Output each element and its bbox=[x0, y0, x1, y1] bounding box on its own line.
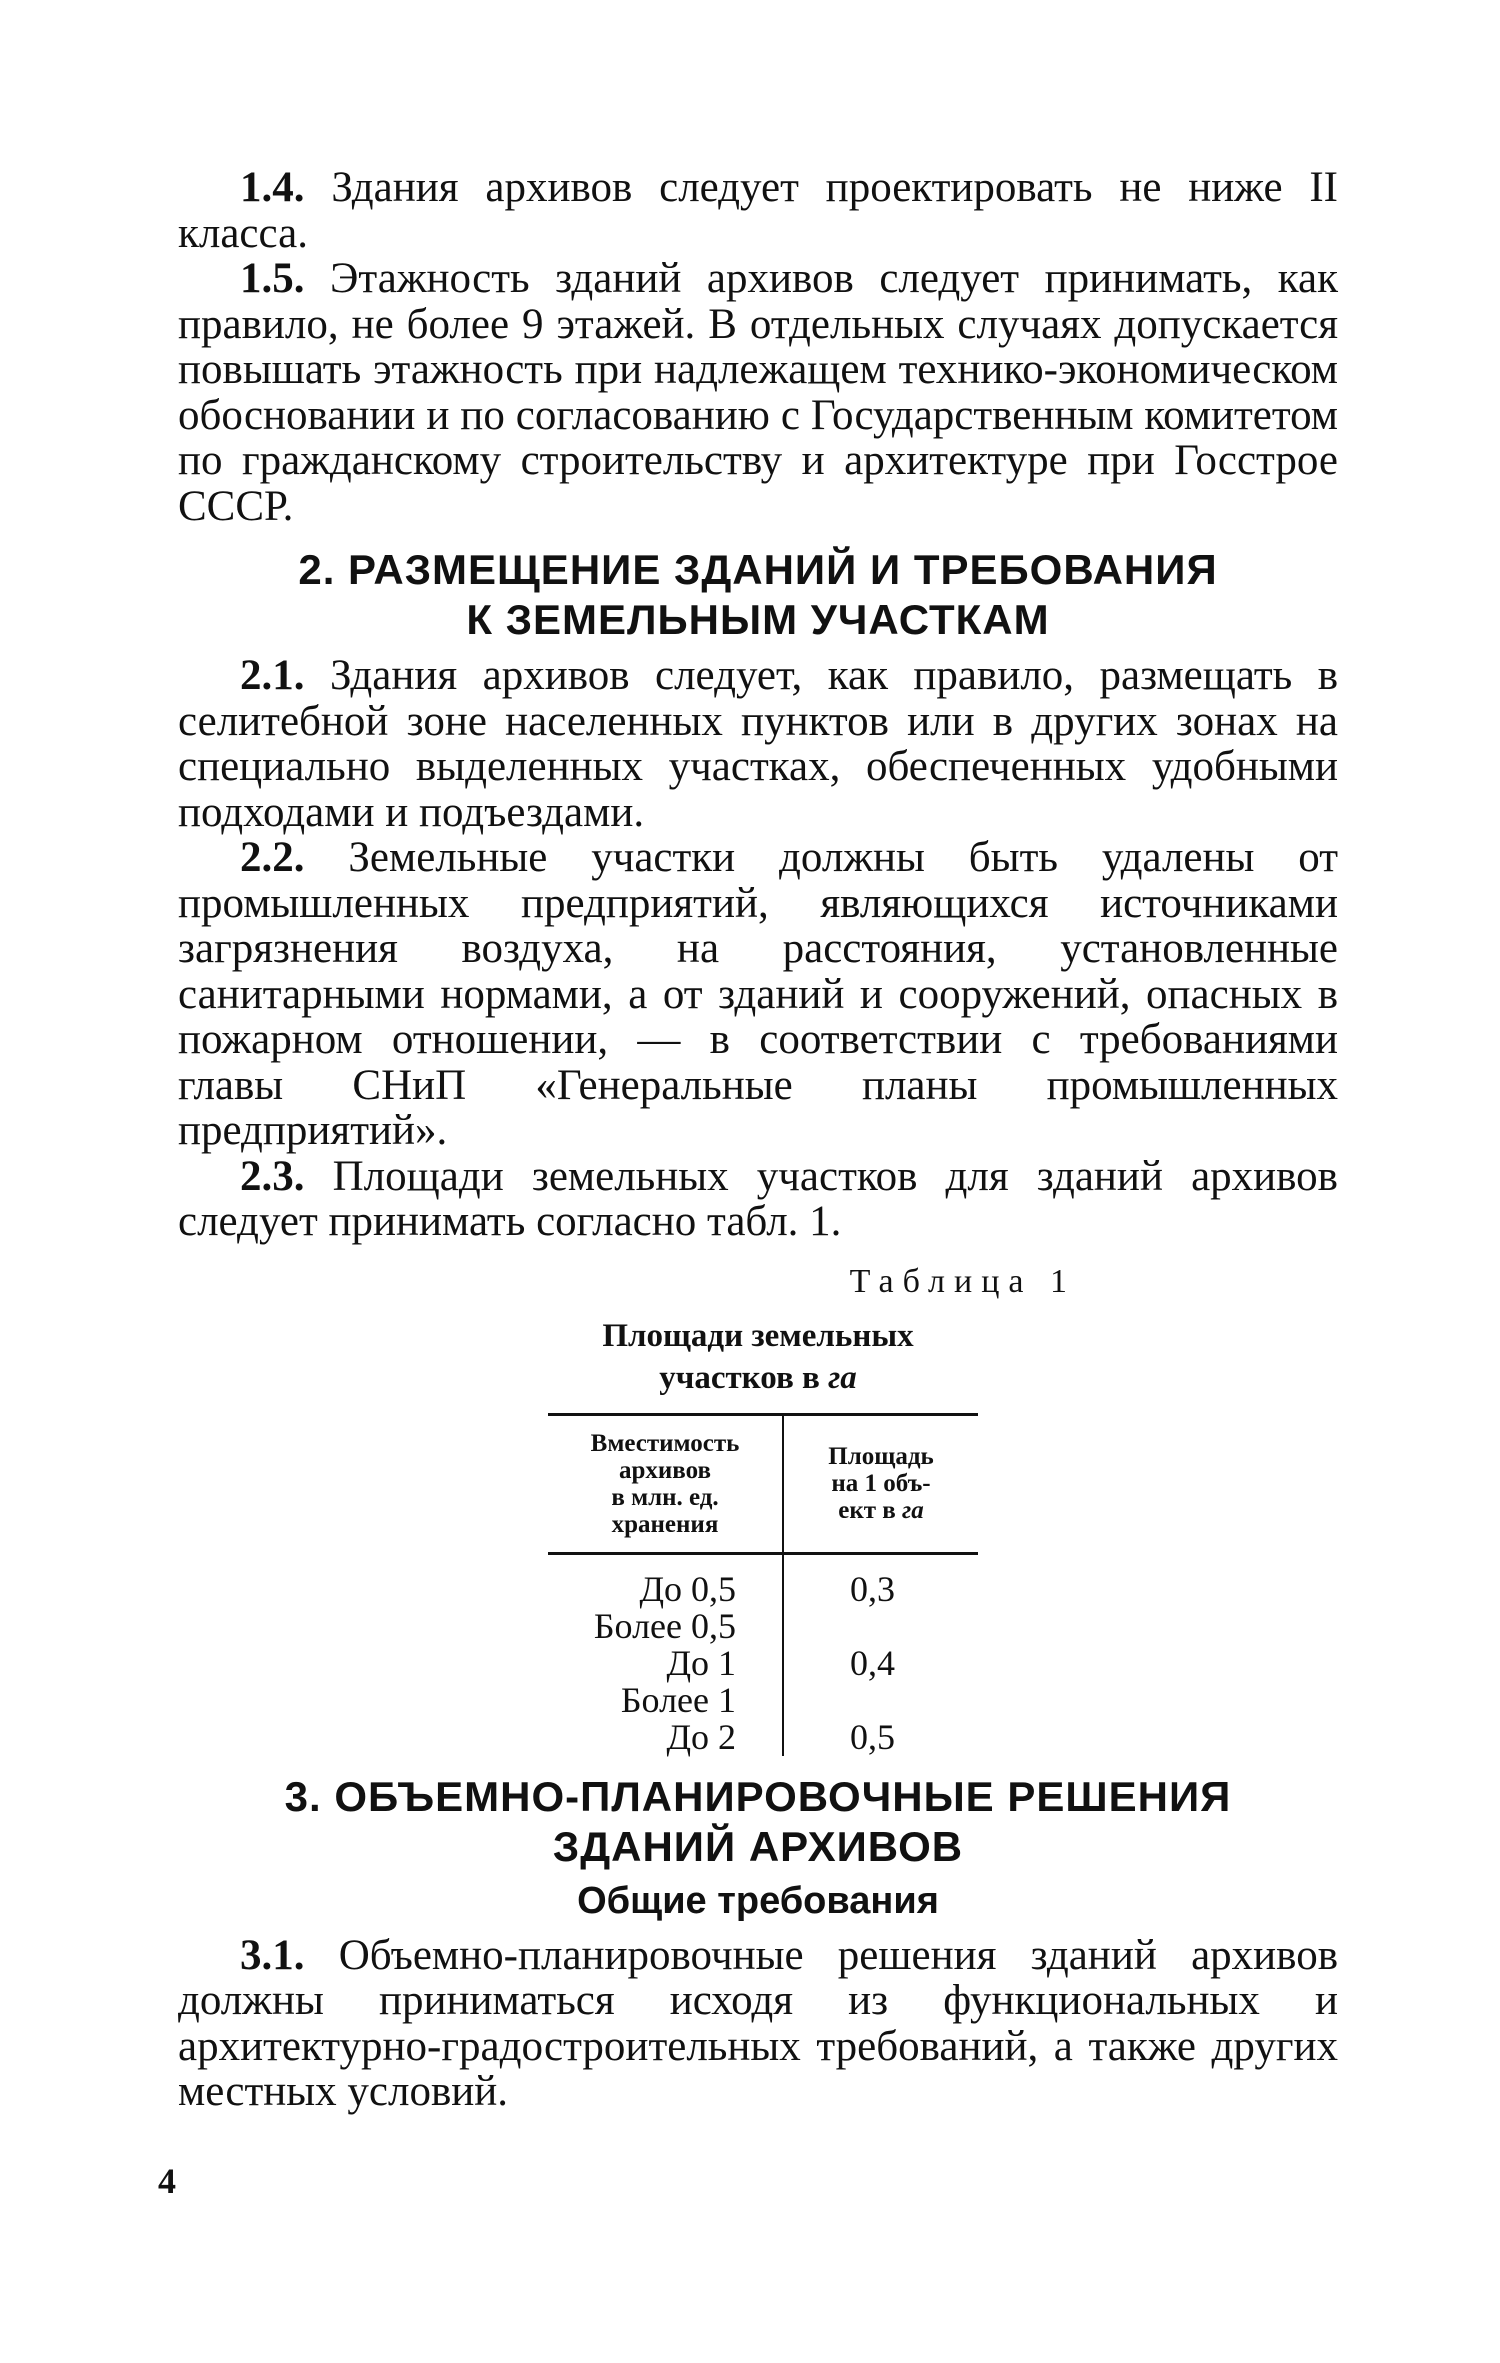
section-3-heading-line1: 3. ОБЪЕМНО-ПЛАНИРОВОЧНЫЕ РЕШЕНИЯ bbox=[284, 1772, 1232, 1820]
paragraph-text: Этажность зданий архивов следует принимать, как правило, не более 9 этажей. В отдельных случаях допускается повышать этажность при надлежащем технико-экономическом обосновании и по согласованию с Государственным комитетом по гражданскому строительству и архитектуре при Госстрое СССР. bbox=[178, 255, 1338, 530]
header-line: Площадь bbox=[828, 1443, 934, 1470]
area-column-header bbox=[783, 1414, 978, 1553]
paragraph-2-3 bbox=[178, 1154, 1338, 1245]
paragraph-number: 1.5. bbox=[240, 255, 305, 302]
table-title-prefix: участков в bbox=[659, 1359, 829, 1396]
paragraph-3-1 bbox=[178, 1933, 1338, 2115]
section-3-heading bbox=[178, 1772, 1338, 1872]
paragraph-text: Земельные участки должны быть удалены от промышленных предприятий, являющихся источниками загрязнения воздуха, на расстояния, установленные санитарными нормами, а от зданий и сооружений, опасных в пожарном отношении, — в соответствии с требованиями главы СНиП «Генеральные планы промышленных предприятий». bbox=[178, 834, 1338, 1154]
header-line: Вместимость bbox=[590, 1429, 740, 1457]
capacity-value: Более 0,5 bbox=[593, 1605, 736, 1646]
area-value: 0,5 bbox=[850, 1716, 895, 1757]
area-value bbox=[850, 1682, 978, 1719]
table-label: Таблица 1 bbox=[849, 1262, 1076, 1300]
capacity-value: Более 1 bbox=[620, 1679, 736, 1720]
paragraph-number: 2.2. bbox=[240, 834, 305, 881]
paragraph-2-1 bbox=[178, 653, 1338, 835]
header-line: в млн. ед. bbox=[611, 1483, 719, 1511]
section-2-heading-line1: 2. РАЗМЕЩЕНИЕ ЗДАНИЙ И ТРЕБОВАНИЯ bbox=[298, 546, 1218, 593]
capacity-value: До 2 bbox=[666, 1716, 736, 1757]
section-3-heading-line2: ЗДАНИЙ АРХИВОВ bbox=[552, 1822, 964, 1870]
capacity-cell bbox=[548, 1553, 783, 1756]
area-cell bbox=[783, 1553, 978, 1756]
paragraph-number: 1.4. bbox=[240, 164, 305, 211]
header-unit: га bbox=[902, 1497, 924, 1524]
table-title-unit: га bbox=[828, 1359, 857, 1396]
area-value bbox=[850, 1608, 978, 1645]
header-prefix: ект в bbox=[838, 1497, 903, 1524]
paragraph-text: Площади земельных участков для зданий архивов следует принимать согласно табл. 1. bbox=[178, 1152, 1338, 1245]
section-2-heading bbox=[178, 545, 1338, 645]
paragraph-text: Здания архивов следует проектировать не ниже II класса. bbox=[178, 164, 1338, 257]
land-area-table bbox=[548, 1413, 978, 1756]
section-2-heading-line2: К ЗЕМЕЛЬНЫМ УЧАСТКАМ bbox=[466, 596, 1050, 643]
paragraph-text: Здания архивов следует, как правило, размещать в селитебной зоне населенных пунктов или в других зонах на специально выделенных участках, обеспеченных удобными подходами и подъездами. bbox=[178, 652, 1338, 836]
capacity-column-header bbox=[548, 1414, 783, 1553]
paragraph-number: 2.1. bbox=[240, 652, 305, 699]
paragraph-text: Объемно-планировочные решения зданий архивов должны приниматься исходя из функциональных и архитектурно-градостроительных требований, а также других местных условий. bbox=[178, 1931, 1338, 2115]
table-title bbox=[178, 1315, 1338, 1399]
paragraph-1-4 bbox=[178, 165, 1338, 256]
general-requirements-subheading: Общие требования bbox=[577, 1879, 939, 1922]
capacity-value: До 1 bbox=[666, 1642, 736, 1683]
area-value: 0,3 bbox=[850, 1568, 895, 1609]
document-page bbox=[178, 165, 1338, 2115]
page-number: 4 bbox=[158, 2161, 176, 2201]
paragraph-number: 3.1. bbox=[240, 1931, 305, 1979]
capacity-value: До 0,5 bbox=[639, 1568, 736, 1609]
area-value: 0,4 bbox=[850, 1642, 895, 1683]
paragraph-1-5 bbox=[178, 256, 1338, 529]
paragraph-number: 2.3. bbox=[240, 1152, 305, 1200]
paragraph-2-2 bbox=[178, 835, 1338, 1154]
table-header-row bbox=[548, 1414, 978, 1553]
header-line: хранения bbox=[611, 1510, 719, 1538]
header-line bbox=[806, 1497, 956, 1524]
table-title-line1: Площади земельных bbox=[602, 1317, 914, 1354]
table-title-line2 bbox=[178, 1357, 1338, 1399]
table-row bbox=[548, 1553, 978, 1756]
header-line: на 1 объ- bbox=[831, 1470, 931, 1497]
header-line: архивов bbox=[618, 1456, 712, 1484]
